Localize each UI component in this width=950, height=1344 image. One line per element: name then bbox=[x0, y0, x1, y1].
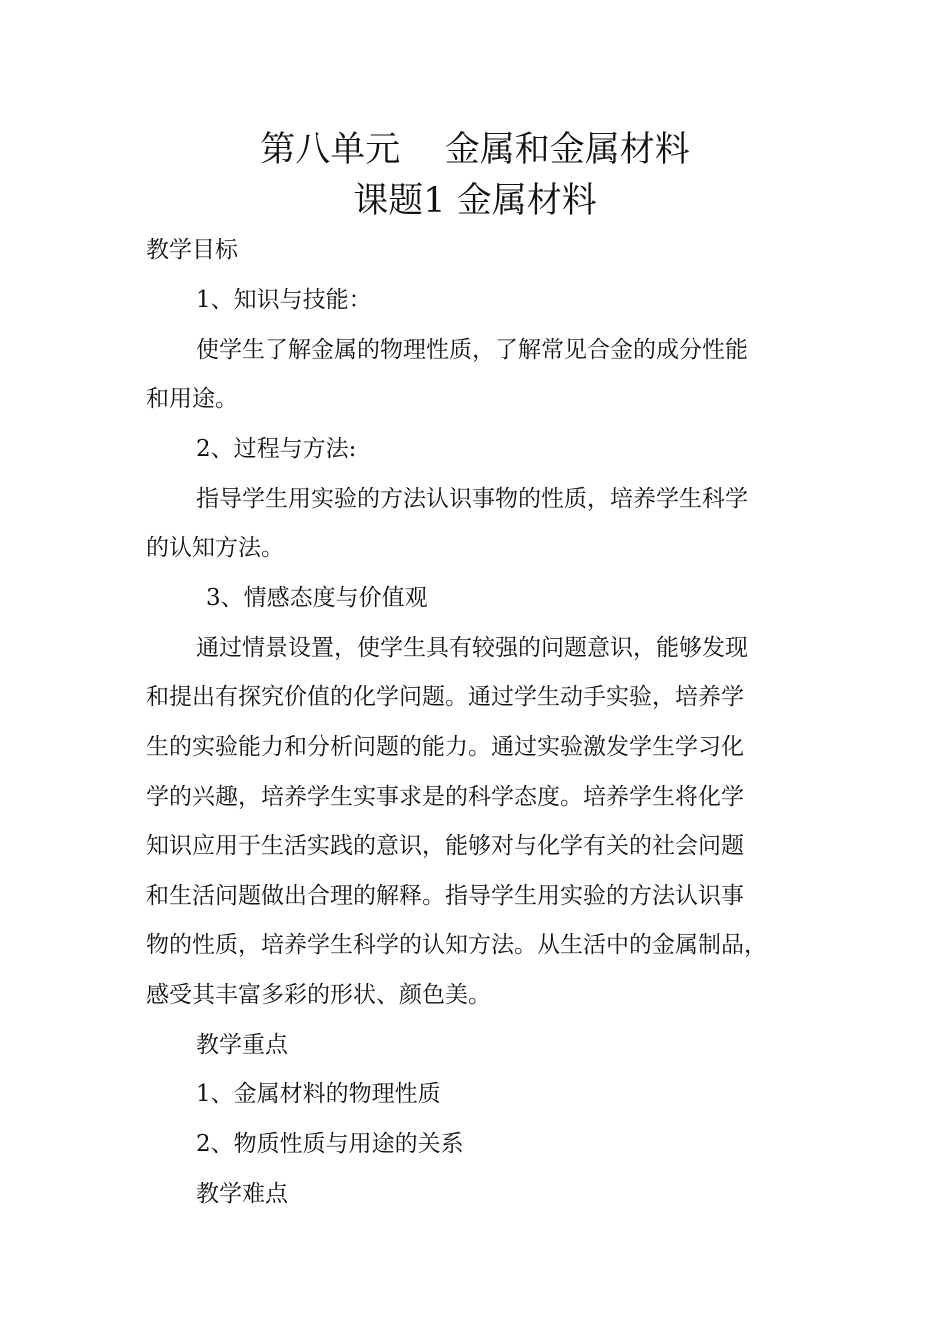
subheading-attitude: 3、情感态度与价值观 bbox=[206, 585, 428, 611]
subheading-knowledge: 1、知识与技能： bbox=[196, 287, 372, 313]
lesson-title: 课题1 金属材料 bbox=[353, 181, 597, 221]
list-item: 2、物质性质与用途的关系 bbox=[196, 1131, 464, 1157]
paragraph-line: 指导学生用实验的方法认识事物的性质，培养学生科学 bbox=[196, 486, 748, 512]
paragraph-line: 的认知方法。 bbox=[146, 535, 284, 561]
list-item: 1、金属材料的物理性质 bbox=[196, 1081, 441, 1107]
section-heading-objectives: 教学目标 bbox=[146, 237, 238, 263]
unit-title: 第八单元 金属和金属材料 bbox=[260, 130, 690, 170]
section-heading-difficulties: 教学难点 bbox=[196, 1181, 288, 1207]
subheading-process: 2、过程与方法: bbox=[196, 436, 357, 462]
paragraph-line: 通过情景设置，使学生具有较强的问题意识，能够发现 bbox=[196, 635, 748, 661]
paragraph-line: 知识应用于生活实践的意识，能够对与化学有关的社会问题 bbox=[146, 833, 744, 859]
paragraph-line: 生的实验能力和分析问题的能力。通过实验激发学生学习化 bbox=[146, 734, 744, 760]
section-heading-key-points: 教学重点 bbox=[196, 1032, 288, 1058]
paragraph-line: 和提出有探究价值的化学问题。通过学生动手实验，培养学 bbox=[146, 684, 744, 710]
paragraph-line: 和生活问题做出合理的解释。指导学生用实验的方法认识事 bbox=[146, 883, 744, 909]
paragraph-line: 和用途。 bbox=[146, 386, 238, 412]
paragraph-line: 物的性质，培养学生科学的认知方法。从生活中的金属制品， bbox=[146, 932, 767, 958]
paragraph-line: 使学生了解金属的物理性质，了解常见合金的成分性能 bbox=[196, 337, 748, 363]
paragraph-line: 学的兴趣，培养学生实事求是的科学态度。培养学生将化学 bbox=[146, 784, 744, 810]
paragraph-line: 感受其丰富多彩的形状、颜色美。 bbox=[146, 982, 491, 1008]
